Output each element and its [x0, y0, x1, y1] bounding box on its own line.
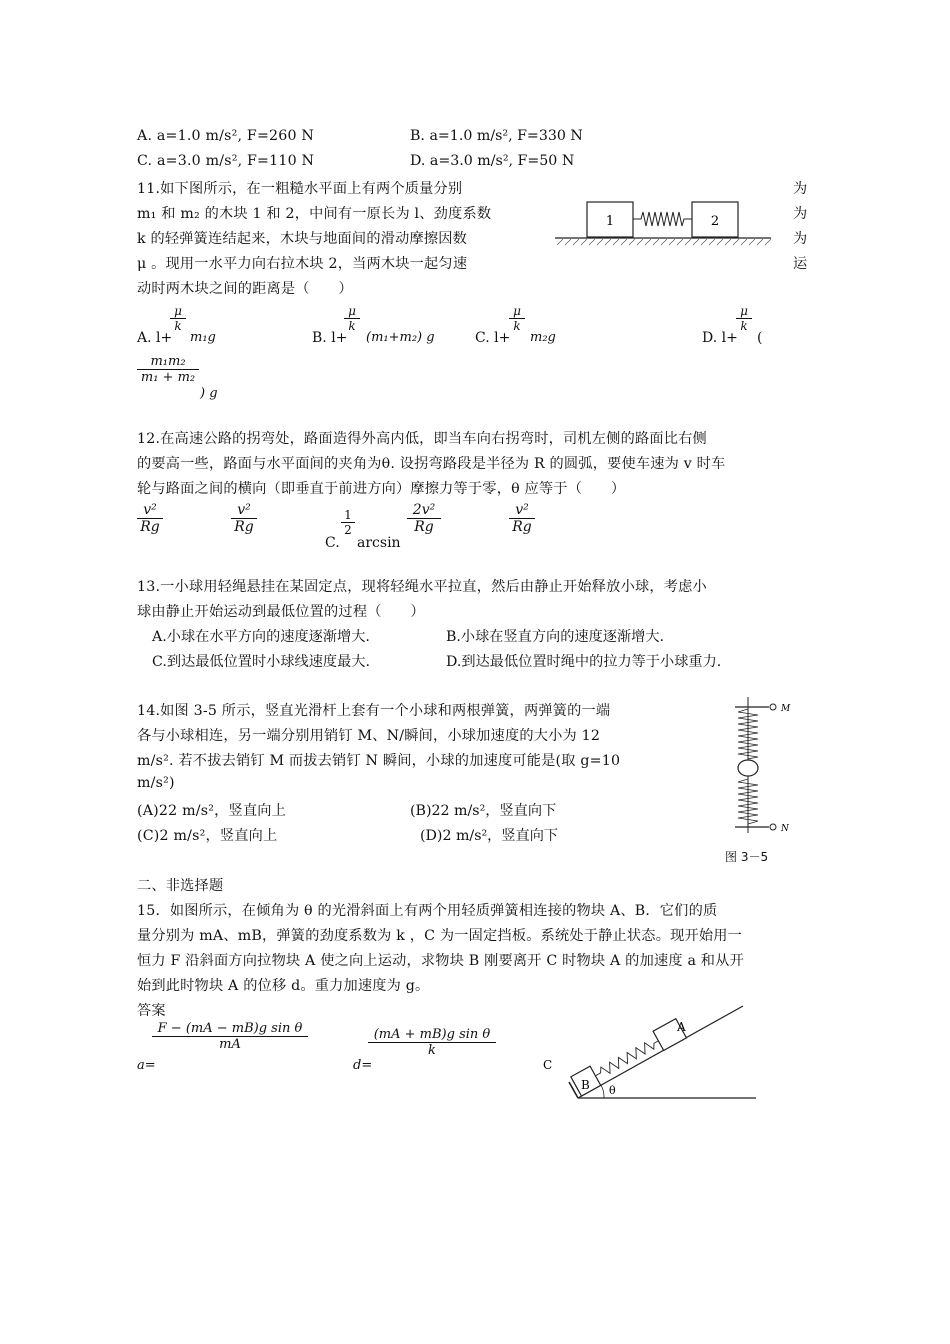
q10-option-a: A. a=1.0 m/s², F=260 N	[137, 128, 315, 144]
block-b-label: B	[581, 1078, 590, 1092]
q11-option-b: B. l+	[312, 330, 348, 346]
q11-d-mu-over-k: μ k	[736, 304, 752, 333]
block-2-label: 2	[710, 214, 720, 229]
q15-line-3: 恒力 F 沿斜面方向拉物块 A 使之向上运动，求物块 B 刚要离开 C 时物块 A 的加速度 a 和从开	[137, 953, 744, 969]
q13-option-a: A.小球在水平方向的速度逐渐增大.	[152, 629, 370, 645]
theta-arc	[601, 1085, 604, 1098]
q11-option-c: C. l+	[475, 330, 511, 346]
theta-label: θ	[609, 1084, 616, 1097]
q11-right-3: 为	[793, 231, 808, 247]
q11-line-4: μ 。现用一水平力向右拉木块 2，当两木块一起匀速	[137, 256, 468, 272]
q11-c-mu-over-k: μ k	[509, 304, 525, 333]
q15-line-4: 始到此时物块 A 的位移 d。重力加速度为 g。	[137, 978, 430, 994]
answer-d-fraction: (mA + mB)g sin θ k	[368, 1027, 496, 1058]
q11-option-d: D. l+	[702, 330, 738, 346]
q11-d-tail: ) g	[200, 386, 218, 401]
q13-option-d: D.到达最低位置时绳中的拉力等于小球重力.	[446, 654, 722, 670]
q11-b-mu-over-k: μ k	[344, 304, 360, 333]
q11-option-a: A. l+	[137, 330, 173, 346]
q11-b-tail: (m₁+m₂) g	[366, 330, 435, 345]
slope-spring	[593, 1036, 661, 1080]
q14-option-c: (C)2 m/s²，竖直向上	[137, 828, 278, 844]
q12-line-3: 轮与路面之间的横向（即垂直于前进方向）摩擦力等于零，θ 应等于（ ）	[137, 481, 626, 497]
q12-opt3-label: C.	[325, 535, 340, 551]
q15-line-1: 15．如图所示，在倾角为 θ 的光滑斜面上有两个用轻质弹簧相连接的物块 A、B．它们的质	[137, 903, 718, 919]
q12-half-fraction: 1 2	[341, 508, 355, 537]
q14-line-1: 14.如图 3-5 所示，竖直光滑杆上套有一个小球和两根弹簧，两弹簧的一端	[137, 703, 611, 719]
q10-option-d: D. a=3.0 m/s², F=50 N	[410, 153, 575, 169]
pin-m	[770, 704, 776, 710]
pin-n	[770, 824, 776, 830]
q12-line-2: 的要高一些，路面与水平面间的夹角为θ. 设拐弯路段是半径为 R 的圆弧，要使车速为 v 时车	[137, 456, 726, 472]
q12-opt1-fraction: v² Rg	[137, 502, 163, 535]
section-2-title: 二、非选择题	[137, 878, 224, 894]
answer-a-fraction: F − (mA − mB)g sin θ mA	[152, 1021, 308, 1052]
q15-figure	[538, 998, 760, 1102]
q11-c-tail: m₂g	[530, 330, 556, 345]
q11-line-5: 动时两木块之间的距离是（ ）	[137, 281, 353, 297]
q11-line-2: m₁ 和 m₂ 的木块 1 和 2，中间有一原长为 l、劲度系数	[137, 206, 492, 222]
q13-option-b: B.小球在竖直方向的速度逐渐增大.	[446, 629, 665, 645]
q10-option-c: C. a=3.0 m/s², F=110 N	[137, 153, 315, 169]
q15-line-2: 量分别为 mA、mB，弹簧的劲度系数为 k ，C 为一固定挡板。系统处于静止状态。现开始用一	[137, 928, 743, 944]
pin-m-label: M	[781, 704, 791, 714]
ground-hatch	[557, 239, 771, 245]
q13-line-2: 球由静止开始运动到最低位置的过程（ ）	[137, 604, 425, 620]
q11-line-1: 11.如下图所示，在一粗糙水平面上有两个质量分别	[137, 181, 463, 197]
lower-spring	[738, 776, 758, 827]
block-a-label: A	[677, 1020, 686, 1034]
spring	[633, 212, 692, 226]
pin-n-label: N	[781, 824, 789, 834]
q12-line-1: 12.在高速公路的拐弯处，路面造得外高内低，即当车向右拐弯时，司机左侧的路面比右侧	[137, 431, 707, 447]
q14-figure	[725, 695, 805, 835]
q10-option-b: B. a=1.0 m/s², F=330 N	[410, 128, 583, 144]
q13-option-c: C.到达最低位置时小球线速度最大.	[152, 654, 370, 670]
q13-line-1: 13.一小球用轻绳悬挂在某固定点，现将轻绳水平拉直，然后由静止开始释放小球，考虑小	[137, 579, 707, 595]
block-1-label: 1	[605, 214, 615, 229]
q12-opt4-fraction: v² Rg	[509, 502, 535, 535]
q11-right-1: 为	[793, 181, 808, 197]
q14-line-4: m/s²)	[137, 775, 175, 791]
q11-figure	[553, 195, 773, 250]
incline-surface	[578, 1006, 743, 1098]
q14-option-d: (D)2 m/s²，竖直向下	[420, 828, 559, 844]
q11-a-tail: m₁g	[190, 330, 216, 345]
ball	[738, 760, 758, 776]
q11-right-2: 为	[793, 206, 808, 222]
q12-opt2-fraction: v² Rg	[231, 502, 257, 535]
answer-d-eq: d=	[353, 1058, 373, 1073]
q14-option-b: (B)22 m/s²，竖直向下	[410, 803, 557, 819]
q14-line-2: 各与小球相连，另一端分别用销钉 M、N/瞬间，小球加速度的大小为 12	[137, 728, 601, 744]
q14-option-a: (A)22 m/s²，竖直向上	[137, 803, 287, 819]
q11-d-paren: (	[757, 330, 763, 346]
q14-line-3: m/s². 若不拔去销钉 M 而拔去销钉 N 瞬间，小球的加速度可能是(取 g=10	[137, 753, 621, 769]
q14-figure-caption: 图 3－5	[725, 850, 769, 864]
q12-opt3-fraction: 2v² Rg	[407, 502, 441, 535]
stopper-c-label: C	[543, 1058, 553, 1072]
q12-arcsin: arcsin	[357, 535, 401, 551]
q11-line-3: k 的轻弹簧连结起来，木块与地面间的滑动摩擦因数	[137, 231, 468, 247]
q11-d-mass-fraction: m₁m₂ m₁ + m₂	[137, 354, 199, 385]
q11-right-4: 运	[793, 256, 808, 272]
answer-a-eq: a=	[137, 1058, 156, 1073]
answer-label: 答案	[137, 1003, 166, 1019]
q11-a-mu-over-k: μ k	[170, 304, 186, 333]
